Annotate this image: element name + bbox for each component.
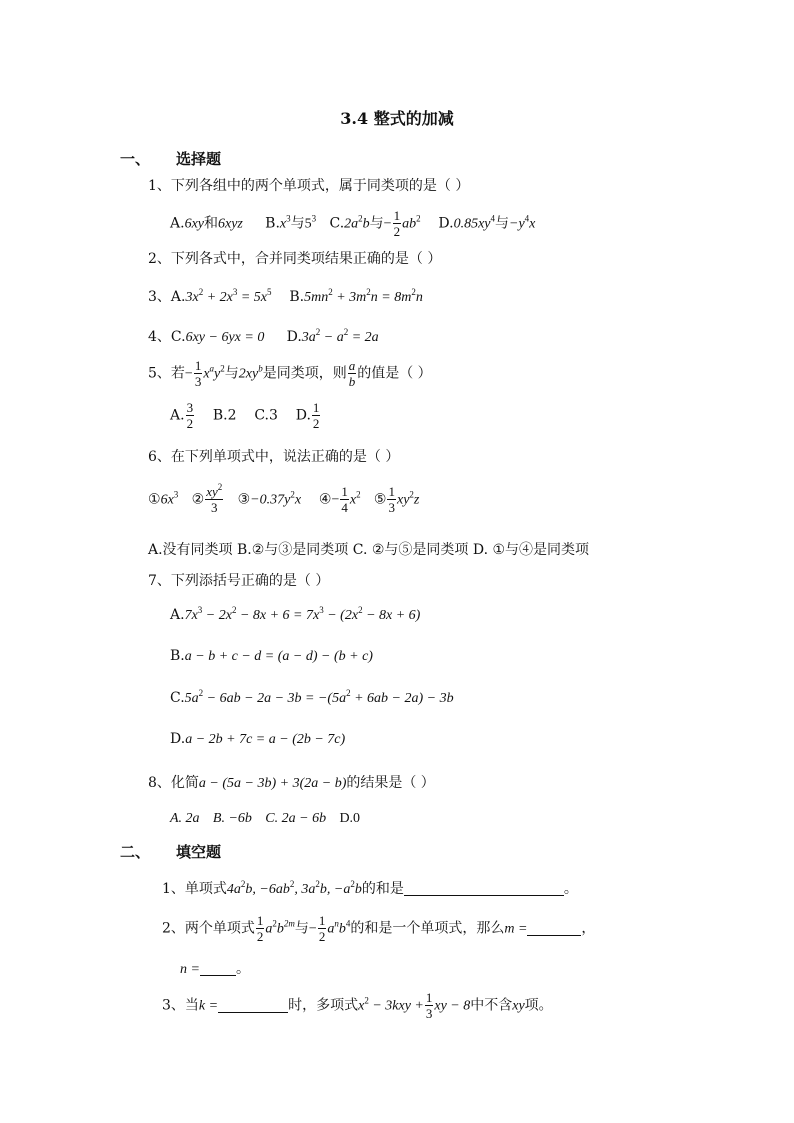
numerator: 3 [186,400,194,415]
denominator: 3 [194,374,202,389]
question-8-stem [148,772,435,792]
math: 3x [185,290,199,305]
answer-blank-m[interactable] [527,921,581,936]
option-d-label: D. [170,731,186,747]
math: = 5x [237,290,268,305]
numerator: 1 [312,400,320,415]
exponent: 3 [197,605,203,615]
question-7-option-c [170,690,454,707]
math: 6xyz [218,216,243,232]
math: − 8x + 6) [362,608,421,623]
option-a: A. 2a [170,811,200,826]
option-b-label: B. [289,289,305,305]
option-d: D.0 [339,811,361,826]
minus-sign: − [383,216,392,232]
connector: 和 [204,215,218,232]
option-b: B. −6b [212,811,252,826]
fraction [186,400,195,431]
math: m = [504,921,528,937]
exponent: 2 [231,605,237,615]
exponent: 2 [220,363,225,374]
question-text: 是同类项，则 [262,365,347,382]
fill-question-2 [162,913,595,944]
fraction [205,484,223,515]
question-5-options [170,400,321,431]
math: x [279,216,287,232]
math: 6xy [184,216,204,232]
math: z [413,492,420,508]
option-a-label: A. [170,215,185,232]
numerator: a [348,358,356,373]
option-c-label: C. [170,690,185,706]
math: x [358,998,365,1014]
question-1-stem: 1、下列各组中的两个单项式，属于同类项的是（ ） [148,178,470,194]
math: 4a [226,882,241,897]
connector: 与 [294,920,309,937]
item-marker: ① [148,491,161,508]
math: + 2x [203,290,233,305]
math: − a [320,330,344,345]
exponent: 2 [364,995,369,1006]
math: x [349,492,357,508]
exponent: b [258,363,263,374]
question-1-options [170,208,535,239]
exponent: 2 [240,879,246,889]
denominator: b [348,374,356,389]
question-text: 的和是 [361,881,404,897]
math: − 3kxy + [368,998,424,1014]
option-c-label: C. [329,215,345,232]
math: xy [512,998,525,1014]
fraction [318,913,327,944]
fill-question-3 [162,990,553,1021]
exponent: 3 [319,605,324,615]
question-7-option-d [170,731,345,748]
math: 7x [184,608,198,623]
question-text: 时，多项式 [288,997,359,1014]
option-d-label: D. [286,329,302,345]
math: 2a [344,216,359,232]
math: + 3m [332,290,367,305]
fraction [425,990,434,1021]
math: + 6ab − 2a) − 3b [350,691,454,706]
math: b [338,921,346,937]
numerator: 1 [425,990,433,1005]
question-text: 3、当 [162,997,199,1014]
numerator: 1 [388,484,395,499]
fraction [393,208,402,239]
fill-question-2-continued [180,958,250,978]
question-7-option-a [170,607,420,624]
fraction [387,484,396,515]
numerator: xy [206,484,218,499]
question-text: 项。 [524,997,553,1014]
exponent: 2 [358,605,363,615]
numerator: 1 [256,913,264,928]
exponent: 3 [286,213,291,224]
exponent: 2 [411,287,416,297]
math: 2xy [238,366,259,382]
exponent: 2 [289,879,295,889]
option-b: B.2 [212,407,237,424]
exponent: 4 [345,918,351,929]
math: − 2x [202,608,232,623]
punctuation: 。 [563,881,578,897]
math: − 6ab − 2a − 3b = −(5a [203,691,347,706]
math: x [294,492,302,508]
math: , 3a [294,882,316,897]
math: n = 8m [370,290,412,305]
item-marker: ③ [237,491,251,508]
fraction [256,913,265,944]
connector: 与 [369,215,384,232]
numerator: 1 [393,208,401,223]
math: − (2x [323,608,359,623]
question-text: 8、化简 [148,775,199,791]
math: −y [509,216,525,232]
math: b [276,921,284,937]
answer-blank[interactable] [404,881,564,896]
question-text: 中不含 [470,997,513,1014]
math: a − 2b + 7c = a − (2b − 7c) [185,732,346,747]
math: b, −6ab [245,882,290,897]
option-d-label: D. [438,215,454,232]
denominator: 3 [425,1006,433,1021]
minus-sign: − [308,921,317,937]
denominator: 2 [312,416,320,431]
math: 3a [301,330,316,345]
fraction [348,358,357,389]
math: xy [396,492,410,508]
question-6-items [148,484,419,515]
question-2-stem: 2、下列各式中，合并同类项结果正确的是（ ） [148,251,442,267]
exponent: 2m [283,918,295,929]
option-a-label: A. [170,607,185,623]
denominator: 4 [341,500,348,515]
section-heading-fill-in [120,841,221,862]
exponent: 2 [358,213,363,224]
exponent: 3 [232,287,238,297]
question-7-option-b [170,648,373,665]
math: n [415,290,423,305]
exponent: 2 [416,213,421,224]
section-number: 二、 [120,843,151,861]
exponent: 3 [311,213,317,224]
math: 5 [304,216,312,232]
minus-sign: − [331,492,340,508]
exponent: 2 [290,489,295,500]
exponent: 3 [173,489,179,500]
exponent: a [209,363,215,374]
section-label: 选择题 [176,150,222,168]
question-text: 1、单项式 [162,881,227,897]
exponent: 2 [328,287,333,297]
item-marker: ⑤ [373,491,387,508]
exponent: 2 [272,918,277,929]
option-c: C. 2a − 6b [265,811,327,826]
exponent: 2 [315,327,321,337]
denominator: 2 [393,224,401,239]
exponent: n [334,918,339,929]
question-text: 2、两个单项式 [162,920,255,937]
question-text: 的和是一个单项式，那么 [350,920,505,937]
math: b [362,216,370,232]
math: = 2a [348,330,379,345]
exponent: 2 [315,879,320,889]
connector: 与 [290,215,305,232]
math: y [214,366,221,382]
section-label: 填空题 [176,843,222,861]
exponent: 2 [409,489,414,500]
denominator: 2 [318,929,326,944]
math: a [265,921,273,937]
exponent: 2 [198,287,204,297]
option-c-label: 4、C. [148,329,186,345]
question-text: 5、若 [148,365,185,382]
section-heading-choice [120,148,221,169]
option-a-label: 3、A. [148,289,186,305]
question-text: 的值是（ ） [357,365,432,382]
fill-question-1 [162,878,578,898]
math: 0.85xy [453,216,491,232]
exponent: 2 [346,688,351,698]
exponent: 2 [217,482,223,492]
numerator: 1 [194,358,202,373]
item-marker: ② [191,491,205,508]
exponent: 4 [524,213,530,224]
punctuation: 。 [235,961,250,977]
denominator: 2 [186,416,194,431]
question-5-stem [148,358,432,389]
math: 5a [184,691,199,706]
math: k = [198,998,219,1014]
exponent: 2 [343,327,349,337]
answer-blank-n[interactable] [200,961,236,976]
math: 6x [160,492,174,508]
math: x [529,216,536,232]
math: xy − 8 [434,998,471,1014]
math: 6xy − 6yx = 0 [185,330,265,345]
math: −0.37y [250,492,291,508]
punctuation: ， [581,920,596,937]
section-number: 一、 [120,150,151,168]
question-8-options [170,810,360,827]
math: ab [402,216,417,232]
question-4 [148,326,379,346]
math: a [327,921,335,937]
question-text: 的结果是（ ） [346,775,435,791]
math: x [203,366,210,382]
exponent: 2 [366,287,371,297]
denominator: 2 [256,929,264,944]
option-b-label: B. [170,648,185,664]
question-3 [148,286,423,306]
exponent: 4 [490,213,495,224]
numerator: 1 [341,484,348,499]
page-title: 3.4 整式的加减 [340,109,454,128]
denominator: 3 [388,500,395,515]
exponent: 2 [198,688,204,698]
denominator: 3 [210,500,218,515]
math: a − (5a − 3b) + 3(2a − b) [198,776,347,791]
math: n = [180,962,200,977]
minus-sign: − [184,366,193,382]
fraction [194,358,203,389]
option-a-label: A. [170,407,185,424]
item-marker: ④ [318,491,332,508]
math: 5mn [304,290,329,305]
option-d-label: D. [295,407,311,424]
fraction [340,484,349,515]
exponent: 2 [350,879,355,889]
math: b [354,882,362,897]
exponent: 2 [356,489,361,500]
option-c: C.3 [254,407,278,424]
exponent: 5 [267,287,272,297]
answer-blank-k[interactable] [218,998,288,1013]
connector: 与 [495,215,509,232]
connector: 与 [224,365,239,382]
fraction [312,400,321,431]
math: a − b + c − d = (a − d) − (b + c) [184,649,373,664]
numerator: 1 [318,913,326,928]
question-6-stem: 6、在下列单项式中，说法正确的是（ ） [148,449,400,465]
option-b-label: B. [265,215,280,232]
math: b, −a [319,882,351,897]
math: − 8x + 6 = 7x [236,608,320,623]
question-7-stem: 7、下列添括号正确的是（ ） [148,573,330,589]
question-6-options: A.没有同类项 B.②与③是同类项 C. ②与⑤是同类项 D. ①与④是同类项 [148,542,590,558]
